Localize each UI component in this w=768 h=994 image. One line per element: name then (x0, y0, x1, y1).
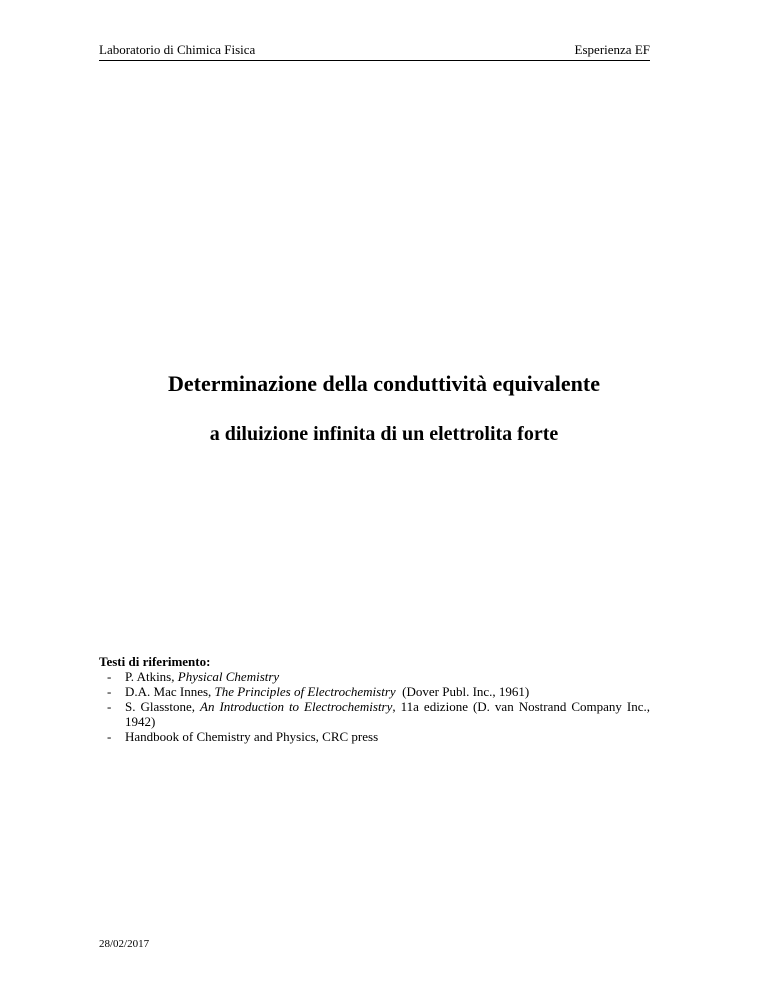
reference-author: S. Glasstone, (125, 699, 200, 714)
references-section (99, 654, 650, 744)
reference-title: , Physical Chemistry (171, 669, 280, 684)
title-line-1: Determinazione della conduttività equivalente (167, 371, 600, 396)
references-heading: Testi di riferimento: (99, 654, 211, 669)
reference-item-crc-handbook (99, 729, 650, 744)
reference-author: D.A. Mac Innes, (125, 684, 215, 699)
footer-date: 28/02/2017 (99, 938, 150, 950)
reference-item-atkins (99, 669, 650, 684)
page-header (99, 42, 650, 61)
reference-title: The Principles of Electrochemistry (214, 684, 396, 699)
header-course-title: Laboratorio di Chimica Fisica (99, 42, 256, 57)
reference-author: P. Atkins (125, 669, 172, 684)
header-experiment-code: Esperienza EF (574, 42, 650, 57)
list-bullet: - (107, 684, 112, 699)
reference-title: An Introduction to Electrochemistry (200, 699, 393, 714)
reference-publication: (Dover Publ. Inc., 1961) (395, 684, 530, 699)
list-bullet: - (107, 699, 112, 714)
title-line-2: a diluizione infinita di un elettrolita forte (209, 423, 559, 445)
reference-item-glasstone (99, 699, 650, 729)
reference-author: Handbook of Chemistry and Physics, CRC press (125, 729, 379, 744)
reference-publication: , 11a edizione (D. van Nostrand Company Inc., 1942) (125, 699, 651, 729)
list-bullet: - (107, 669, 112, 684)
list-bullet: - (107, 729, 112, 744)
references-list (99, 669, 650, 744)
document-title (0, 370, 768, 447)
reference-item-macinnes (99, 684, 650, 699)
